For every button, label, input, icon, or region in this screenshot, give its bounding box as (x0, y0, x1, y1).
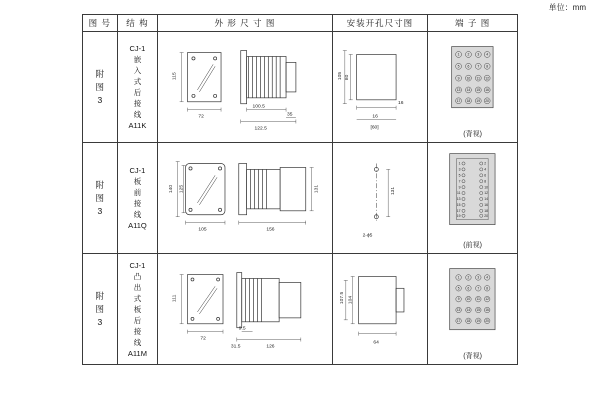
structure-desc-1: 入 (133, 66, 142, 75)
row-terminal-diagram (428, 143, 518, 254)
header-outline: 外 形 尺 寸 图 (158, 15, 332, 32)
terminal-num: 17 (457, 318, 461, 323)
terminal-num: 13 (457, 197, 461, 202)
terminal-num: 4 (486, 52, 489, 57)
outline-drawing-1 (158, 32, 331, 142)
outline-drawing-2 (158, 143, 331, 253)
dim-72: 72 (200, 336, 207, 342)
structure-desc-2: 式 (133, 77, 142, 86)
header-structure: 结 构 (117, 15, 158, 32)
terminal-num: 20 (485, 318, 490, 323)
terminal-caption: (前视) (463, 242, 482, 249)
unit-label: 单位：mm (548, 3, 586, 12)
hole-spec: 2-ϕ5 (362, 233, 373, 239)
dim-104: 104 (348, 295, 354, 305)
terminal-caption: (背视) (463, 131, 482, 138)
specification-table (82, 14, 518, 365)
row-terminal-diagram (428, 32, 518, 143)
row-id-line1: 附 (95, 179, 105, 190)
row-structure-cell (117, 32, 158, 143)
structure-desc-3: 线 (133, 210, 142, 219)
dim-122-5: 122.5 (254, 126, 268, 132)
table-row (83, 143, 518, 254)
dim-100-5: 100.5 (252, 104, 266, 110)
terminal-num: 8 (486, 286, 489, 291)
structure-desc-1: 出 (133, 282, 142, 292)
structure-code: A11K (128, 121, 147, 130)
terminal-num: 11 (476, 76, 481, 81)
header-terminal: 端 子 图 (428, 15, 518, 32)
structure-desc-0: 嵌 (133, 55, 142, 64)
terminal-num: 3 (477, 52, 480, 57)
dim-131: 131 (390, 186, 396, 196)
terminal-num: 2 (467, 52, 470, 57)
terminal-num: 5 (457, 286, 460, 291)
structure-model: CJ-1 (129, 44, 146, 53)
dim-126: 126 (266, 344, 275, 350)
structure-model: CJ-1 (129, 166, 146, 175)
terminal-num: 10 (466, 297, 471, 302)
terminal-num: 18 (466, 318, 471, 323)
table-header-row (83, 15, 518, 32)
terminal-num: 10 (484, 185, 489, 190)
terminal-num: 6 (467, 64, 470, 69)
dim-64: 64 (373, 340, 379, 346)
structure-code: A11Q (128, 221, 147, 230)
dim-31-5: 31.5 (231, 344, 241, 350)
row-structure-cell (117, 254, 158, 365)
terminal-num: 12 (485, 297, 490, 302)
terminal-num: 9 (458, 185, 461, 190)
terminal-num: 17 (457, 209, 461, 214)
dim-125: 125 (179, 184, 185, 194)
dim-115: 115 (172, 72, 178, 81)
table-row (83, 254, 518, 365)
terminal-diagram-2 (428, 143, 517, 253)
terminal-num: 15 (476, 308, 481, 313)
dim-72: 72 (198, 114, 205, 120)
structure-desc-5: 线 (133, 110, 142, 119)
terminal-num: 15 (457, 203, 461, 208)
dim-131: 131 (314, 184, 320, 194)
row-panel-cutout (332, 32, 428, 143)
dim-9-5: 9.5 (239, 326, 246, 332)
terminal-num: 3 (458, 167, 461, 172)
row-id-line3: 3 (97, 94, 103, 105)
row-id-line3: 3 (97, 205, 103, 216)
terminal-num: 11 (476, 297, 481, 302)
dim-16a: 16 (397, 100, 404, 106)
dim-80: 80 (344, 74, 350, 81)
row-outline-drawing (158, 143, 332, 254)
terminal-num: 9 (457, 76, 460, 81)
terminal-num: 12 (485, 76, 490, 81)
terminal-num: 2 (467, 275, 470, 280)
terminal-num: 8 (484, 179, 487, 184)
panel-cutout-3 (333, 254, 428, 364)
structure-desc-4: 接 (133, 99, 142, 108)
terminal-num: 11 (457, 191, 461, 196)
row-structure-cell (117, 143, 158, 254)
structure-desc-2: 接 (133, 199, 142, 208)
dim-105: 105 (198, 227, 207, 233)
dim-16b: 16 (372, 114, 378, 120)
terminal-diagram-3 (428, 254, 517, 364)
row-panel-cutout (332, 143, 428, 254)
terminal-num: 9 (457, 297, 460, 302)
structure-desc-4: 后 (133, 315, 142, 325)
structure-desc-6: 线 (133, 337, 142, 347)
header-id: 图 号 (83, 15, 118, 32)
terminal-num: 14 (484, 197, 489, 202)
structure-model: CJ-1 (129, 260, 146, 270)
terminal-num: 16 (484, 203, 489, 208)
structure-desc-3: 板 (133, 304, 142, 314)
terminal-num: 5 (457, 64, 460, 69)
terminal-num: 17 (456, 98, 461, 103)
terminal-num: 3 (477, 275, 480, 280)
terminal-num: 4 (484, 167, 487, 172)
terminal-num: 8 (486, 64, 489, 69)
row-id-cell (83, 143, 118, 254)
terminal-num: 7 (458, 179, 461, 184)
row-terminal-diagram (428, 254, 518, 365)
structure-desc-1: 前 (133, 188, 142, 197)
outline-drawing-3 (158, 254, 331, 364)
structure-desc-5: 接 (133, 326, 142, 336)
row-id-line2: 图 (95, 303, 105, 314)
dim-107-5: 107.5 (339, 291, 345, 305)
terminal-num: 15 (476, 88, 481, 93)
terminal-num: 1 (458, 161, 461, 166)
terminal-num: 10 (466, 76, 471, 81)
terminal-num: 13 (457, 308, 461, 313)
panel-cutout-1 (333, 32, 428, 142)
terminal-num: 18 (484, 209, 489, 214)
terminal-num: 13 (456, 88, 461, 93)
row-id-line1: 附 (95, 290, 105, 301)
terminal-num: 20 (485, 98, 490, 103)
row-outline-drawing (158, 254, 332, 365)
row-id-line1: 附 (95, 68, 105, 79)
structure-desc-2: 式 (133, 293, 142, 303)
row-id-line3: 3 (97, 316, 103, 327)
terminal-num: 12 (484, 191, 489, 196)
terminal-caption: (背视) (463, 353, 482, 360)
terminal-num: 19 (476, 98, 481, 103)
row-id-line2: 图 (95, 81, 105, 92)
dim-105: 105 (337, 71, 343, 81)
terminal-num: 19 (476, 318, 481, 323)
terminal-num: 18 (466, 98, 471, 103)
dim-156: 156 (266, 227, 275, 233)
terminal-num: 4 (486, 275, 489, 280)
panel-cutout-2 (333, 143, 428, 253)
terminal-num: 7 (477, 64, 480, 69)
terminal-num: 14 (466, 88, 471, 93)
structure-desc-0: 凸 (133, 271, 142, 281)
structure-desc-0: 板 (133, 177, 142, 186)
terminal-num: 16 (485, 308, 490, 313)
header-panel-cutout: 安装开孔尺寸图 (332, 15, 428, 32)
row-outline-drawing (158, 32, 332, 143)
row-id-cell (83, 32, 118, 143)
row-id-cell (83, 254, 118, 365)
terminal-num: 7 (477, 286, 480, 291)
terminal-num: 2 (484, 161, 487, 166)
terminal-num: 16 (485, 88, 490, 93)
terminal-num: 5 (458, 173, 461, 178)
row-panel-cutout (332, 254, 428, 365)
terminal-num: 1 (457, 52, 460, 57)
structure-desc-3: 后 (133, 88, 142, 97)
terminal-num: 14 (466, 308, 471, 313)
dim-60: [60] (370, 125, 379, 131)
terminal-num: 6 (484, 173, 487, 178)
terminal-num: 6 (467, 286, 470, 291)
terminal-num: 19 (457, 213, 461, 218)
row-id-line2: 图 (95, 192, 105, 203)
terminal-diagram-1 (428, 32, 517, 142)
dim-111: 111 (172, 294, 178, 303)
structure-code: A11M (127, 348, 147, 358)
dim-35: 35 (287, 112, 293, 118)
terminal-num: 1 (457, 275, 460, 280)
dim-140: 140 (169, 184, 175, 194)
terminal-num: 20 (484, 213, 489, 218)
table-row (83, 32, 518, 143)
